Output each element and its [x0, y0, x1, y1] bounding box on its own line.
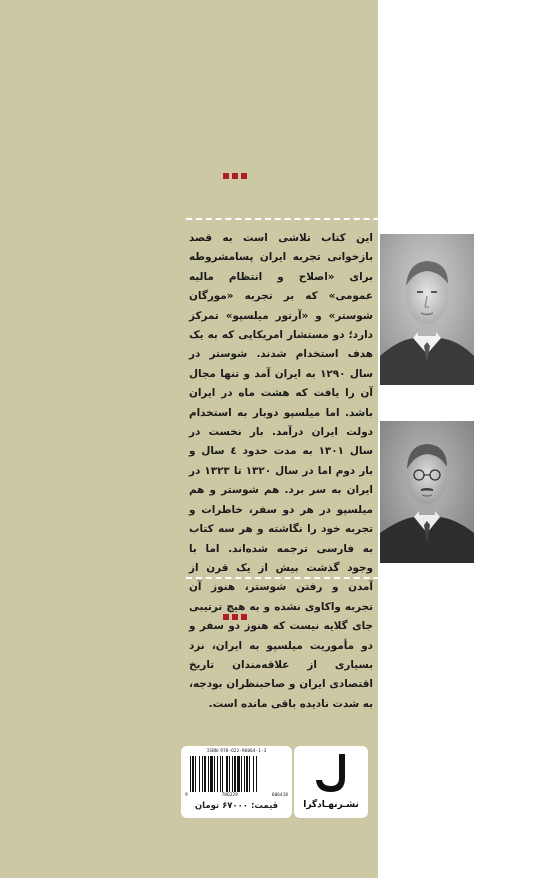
barcode-bar [210, 756, 213, 792]
isbn-label: ISBN:978-622-96064-1-3 [206, 749, 267, 754]
barcode-bar [190, 756, 191, 792]
book-blurb: این کتاب تلاشی است به قصد بازخوانی تجربه ایران پسامشروطه برای «اصلاح و انتظام مالیه عمومی» که بر تجربه «مورگان شوستر» و «آرتور میلسپو» تمرکز دارد؛ دو مستشار امریکایی که به یک هدف استخدام شدند. شوستر در سال ۱۲۹۰ به ایران آمد و تنها مجال آن را یافت که هشت ماه در ایران باشد. اما میلسپو دوبار به استخدام دولت ایران درآمد. بار نخست در سال ۱۳۰۱ به مدت حدود ٤ سال و بار دوم اما در سال ۱۳۲۰ تا ۱۳۲۳ در ایران به سر برد. هم شوستر و هم میلسپو در هر دو سفر، خاطرات و تجربه خود را نگاشته و هر سه کتاب به فارسی ترجمه شده‌اند. اما با وجود گذشت بیش از یک قرن از آمدن و رفتن شوستر، هنوز آن تجربه واکاوی نشده و به هیچ ترتیبی جای گلایه نیست که هنوز دو سفر و دو مأموریت میلسپو به ایران، نزد بسیاری از علاقه‌مندان تاریخ اقتصادی ایران و صاحبنظران بودجه، به شدت نادیده باقی مانده است. [189, 232, 373, 710]
ornament-square [223, 614, 229, 620]
barcode-bar [226, 756, 228, 792]
ornament-square [241, 173, 247, 179]
barcode-bar [229, 756, 230, 792]
publisher-logo-icon [311, 752, 351, 796]
barcode-bar [217, 756, 218, 792]
barcode-bar [222, 756, 223, 792]
ornament-bottom [223, 614, 247, 620]
barcode-bar [234, 756, 236, 792]
barcode-digit-group: 786229 [221, 793, 238, 798]
ornament-top [223, 173, 247, 179]
portrait-photo-shuster [380, 234, 474, 385]
barcode-bar [253, 756, 254, 792]
publisher-name: نشـرنهـادگرا [303, 800, 359, 810]
barcode-bar [204, 756, 206, 792]
barcode-bar [220, 756, 221, 792]
ornament-square [232, 173, 238, 179]
isbn-barcode-box [181, 746, 292, 818]
ornament-square [223, 173, 229, 179]
barcode-bar [195, 756, 196, 792]
ornament-square [232, 614, 238, 620]
barcode-bar [241, 756, 242, 792]
dashed-divider-top [186, 218, 557, 220]
barcode-digit-group: 606418 [271, 793, 288, 798]
ornament-square [241, 614, 247, 620]
barcode-bar [246, 756, 248, 792]
barcode-bar [192, 756, 194, 792]
barcode-bar [202, 756, 203, 792]
barcode-bar [249, 756, 250, 792]
barcode-bar [232, 756, 233, 792]
barcode-digits [185, 793, 288, 798]
barcode-bar [256, 756, 257, 792]
publisher-box [294, 746, 368, 818]
barcode-digit-group: 9 [185, 793, 188, 798]
dashed-divider-bottom [186, 577, 557, 579]
barcode-bar [199, 756, 200, 792]
barcode-bar [244, 756, 245, 792]
barcode [189, 756, 284, 792]
barcode-bar [214, 756, 215, 792]
barcode-bar [208, 756, 209, 792]
barcode-bar [237, 756, 240, 792]
portrait-photo-millspaugh [380, 421, 474, 563]
price-label: قیمت: ۶۷۰۰۰ تومان [194, 801, 279, 811]
